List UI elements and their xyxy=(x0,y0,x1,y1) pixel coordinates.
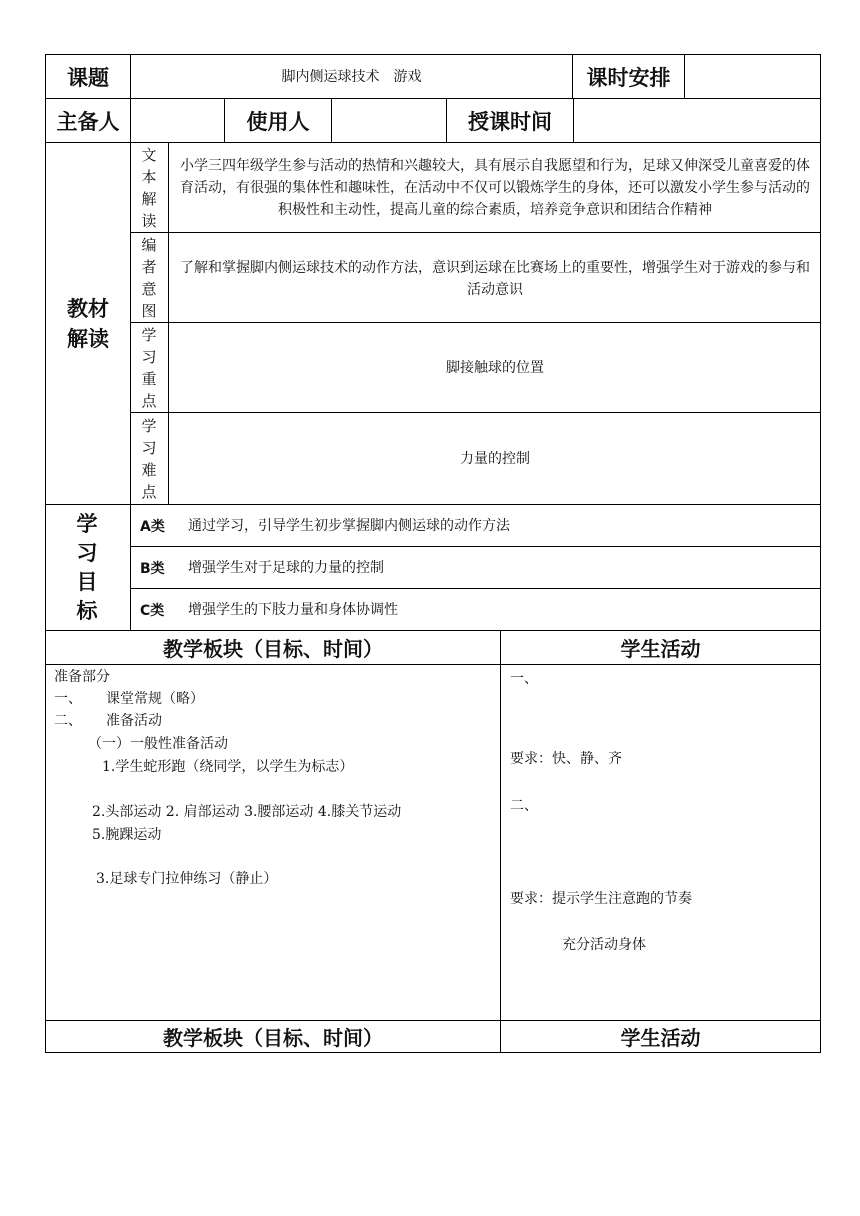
objective-row xyxy=(140,505,510,546)
topic-value: 脚内侧运球技术 游戏 xyxy=(281,68,422,85)
activity-line: 要求：提示学生注意跑的节奏 xyxy=(510,891,692,907)
section-header-right: 学生活动 xyxy=(620,637,701,661)
rule xyxy=(45,664,821,665)
textbook-row-label: 文本解读 xyxy=(141,145,157,230)
rule xyxy=(45,1052,821,1053)
preparer-value xyxy=(131,99,224,142)
rule xyxy=(500,630,501,1053)
teaching-line: 1.学生蛇形跑（绕同学，以学生为标志） xyxy=(102,759,354,775)
activity-line: 二、 xyxy=(510,798,538,814)
objective-text: 增强学生的下肢力量和身体协调性 xyxy=(188,601,398,618)
textbook-row-label: 学习重点 xyxy=(141,325,157,410)
objective-text: 通过学习，引导学生初步掌握脚内侧运球的动作方法 xyxy=(188,517,510,534)
objectives-label: 学习目标 xyxy=(76,511,98,623)
textbook-label: 教材解读 xyxy=(67,296,109,351)
teaching-line-number: 一、 xyxy=(54,691,82,707)
textbook-row-label: 学习难点 xyxy=(141,416,157,501)
teaching-line: 2.头部运动 2. 肩部运动 3.腰部运动 4.膝关节运动 xyxy=(92,804,402,820)
textbook-row-content: 脚接触球的位置 xyxy=(446,359,544,376)
preparer-label: 主备人 xyxy=(56,109,120,134)
time-label: 授课时间 xyxy=(468,109,552,134)
activity-line: 要求：快、静、齐 xyxy=(510,751,622,767)
schedule-value xyxy=(685,55,820,98)
objective-grade: A类 xyxy=(140,518,165,535)
rule xyxy=(820,54,821,1053)
teaching-line: 准备活动 xyxy=(106,713,162,729)
topic-label: 课题 xyxy=(67,65,109,90)
objective-grade: B类 xyxy=(140,560,165,577)
objective-row xyxy=(140,589,398,630)
teaching-line: 课堂常规（略） xyxy=(106,691,204,707)
teaching-line-number: 二、 xyxy=(54,713,82,729)
objective-grade: C类 xyxy=(140,602,165,619)
teaching-line: 3.足球专门拉伸练习（静止） xyxy=(96,871,278,887)
section-header-left: 教学板块（目标、时间） xyxy=(163,637,383,661)
teaching-line: （一）一般性准备活动 xyxy=(88,736,228,752)
footer-header-left: 教学板块（目标、时间） xyxy=(163,1026,383,1050)
user-label: 使用人 xyxy=(246,109,310,134)
objective-text: 增强学生对于足球的力量的控制 xyxy=(188,559,384,576)
activity-line: 充分活动身体 xyxy=(562,937,646,953)
activity-line: 一、 xyxy=(510,671,538,687)
textbook-row-label: 编者意图 xyxy=(141,235,157,320)
teaching-line: 5.腕踝运动 xyxy=(92,827,162,843)
rule xyxy=(45,54,46,1053)
schedule-label: 课时安排 xyxy=(586,65,671,90)
textbook-row-content: 小学三四年级学生参与活动的热情和兴趣较大，具有展示自我愿望和行为，足球又伸深受儿童喜爱的体育活动，有很强的集体性和趣味性，在活动中不仅可以锻炼学生的身体，还可以激发小学生参与活动的积极性和主动性，提高儿童的综合素质，培养竞争意识和团结合作精神 xyxy=(180,157,810,218)
teaching-title: 准备部分 xyxy=(54,669,110,685)
footer-header-right: 学生活动 xyxy=(620,1026,701,1050)
user-value xyxy=(332,99,446,142)
textbook-row-content: 力量的控制 xyxy=(460,450,530,467)
textbook-row-content: 了解和掌握脚内侧运球技术的动作方法，意识到运球在比赛场上的重要性，增强学生对于游戏的参与和活动意识 xyxy=(180,260,810,298)
objective-row xyxy=(140,547,384,588)
time-value xyxy=(574,99,820,142)
rule xyxy=(168,142,169,504)
